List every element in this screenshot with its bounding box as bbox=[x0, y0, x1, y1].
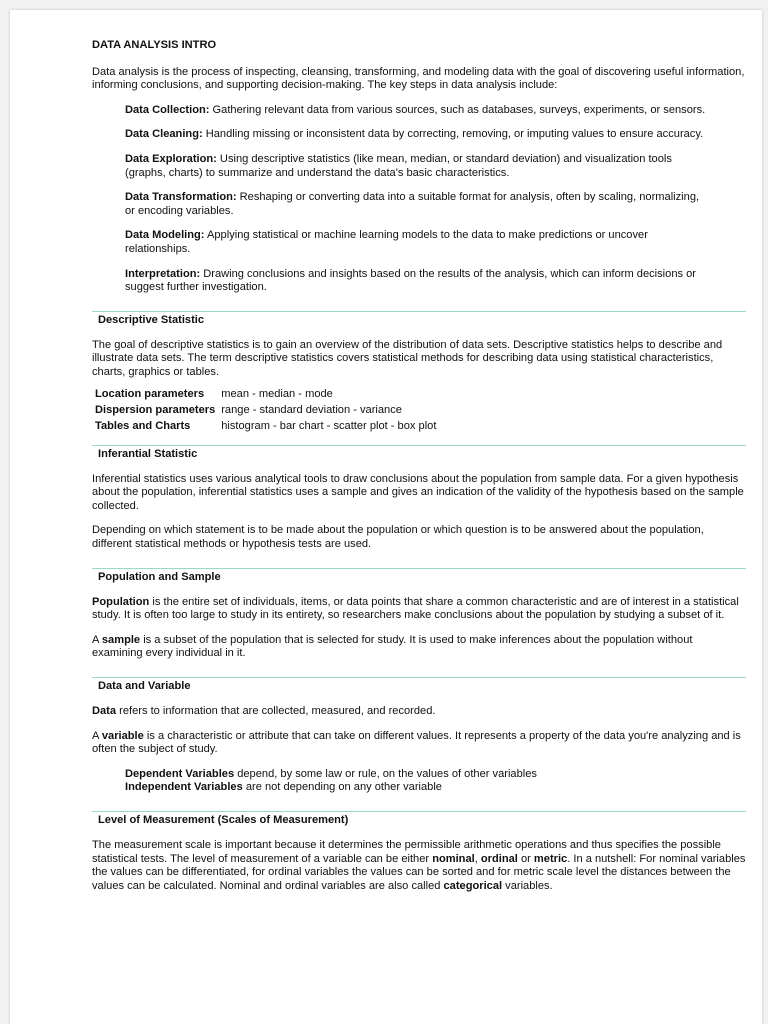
document-title: DATA ANALYSIS INTRO bbox=[92, 39, 217, 51]
param-value: range - standard deviation - variance bbox=[221, 403, 402, 416]
section-divider bbox=[92, 568, 746, 569]
variable-types bbox=[92, 768, 746, 795]
step-term: Data Transformation: bbox=[125, 191, 237, 204]
section-heading-data-variable bbox=[92, 679, 746, 693]
measurement-text: variables. bbox=[502, 879, 553, 892]
population-paragraph bbox=[92, 596, 746, 623]
dependent-term: Dependent Variables bbox=[125, 767, 235, 780]
inferential-paragraph-2: Depending on which statement is to be made about the population or which question is to be answered about the population, different statistical methods or hypothesis tests are used. bbox=[92, 524, 704, 551]
step-term: Data Exploration: bbox=[125, 152, 217, 165]
variable-text: is a characteristic or attribute that can take on different values. It represents a property of the data you're analyzing and is often the subject of study. bbox=[92, 729, 741, 756]
dependent-text: depend, by some law or rule, on the values of other variables bbox=[234, 767, 537, 780]
table-row bbox=[92, 420, 439, 436]
step-text: Reshaping or converting data into a suitable format for analysis, often by scaling, normalizing, or encoding variables. bbox=[125, 191, 700, 217]
document-content bbox=[92, 39, 746, 893]
descriptive-parameters-table bbox=[92, 388, 439, 437]
measurement-term-ordinal: ordinal bbox=[480, 852, 518, 865]
step-text: Gathering relevant data from various sources, such as databases, surveys, experiments, or sensors. bbox=[209, 103, 706, 116]
param-label: Dispersion parameters bbox=[95, 403, 216, 416]
independent-term: Independent Variables bbox=[125, 781, 243, 794]
param-value: histogram - bar chart - scatter plot - box plot bbox=[221, 420, 437, 433]
analysis-steps-list bbox=[92, 104, 746, 295]
section-heading-label: Inferantial Statistic bbox=[98, 447, 198, 460]
section-heading-population bbox=[92, 570, 746, 584]
measurement-text: . In a nutshell: For nominal variables the values can be differentiated, for ordinal variables the values can be sorted and for metric scale level the distances between the values can be calculated. Nominal and ordinal variables are also called bbox=[92, 852, 746, 892]
step-text: Drawing conclusions and insights based on the results of the analysis, which can inform decisions or suggest further investigation. bbox=[125, 267, 696, 294]
step-term: Interpretation: bbox=[125, 267, 201, 280]
list-item bbox=[125, 268, 746, 295]
table-row bbox=[92, 404, 439, 420]
variable-paragraph bbox=[92, 730, 746, 757]
param-label: Location parameters bbox=[95, 387, 205, 400]
param-label: Tables and Charts bbox=[95, 420, 191, 433]
step-text: Using descriptive statistics (like mean, median, or standard deviation) and visualization tools (graphs, charts) to summarize and understand the data's basic characteristics. bbox=[125, 152, 672, 179]
intro-paragraph: Data analysis is the process of inspecting, cleansing, transforming, and modeling data with the goal of discovering useful information, informing conclusions, and supporting decision-making. The key steps in data analysis include: bbox=[92, 65, 745, 92]
section-heading-label: Level of Measurement (Scales of Measurement) bbox=[98, 813, 349, 826]
table-row bbox=[92, 388, 439, 404]
list-item bbox=[125, 128, 746, 142]
measurement-text: or bbox=[517, 852, 534, 865]
step-term: Data Collection: bbox=[125, 103, 210, 116]
list-item bbox=[125, 153, 746, 180]
section-heading-descriptive bbox=[92, 313, 746, 327]
sample-term: sample bbox=[101, 633, 141, 646]
data-paragraph bbox=[92, 705, 746, 719]
inferential-paragraph-1: Inferential statistics uses various analytical tools to draw conclusions about the population from sample data. For a given hypothesis about the population, inferential statistics uses a sample and gives an indication of the validity of the hypothesis based on the sample collected. bbox=[92, 472, 744, 512]
independent-variables-line bbox=[125, 781, 746, 795]
section-heading-measurement bbox=[92, 813, 746, 827]
param-value: mean - median - mode bbox=[221, 387, 333, 400]
population-term: Population bbox=[92, 595, 150, 608]
document-page bbox=[10, 10, 762, 1024]
data-term: Data bbox=[92, 705, 117, 718]
list-item bbox=[125, 229, 746, 256]
section-divider bbox=[92, 811, 746, 812]
measurement-paragraph bbox=[92, 839, 746, 893]
section-divider bbox=[92, 677, 746, 678]
measurement-term-nominal: nominal bbox=[432, 852, 475, 865]
population-text: is the entire set of individuals, items, or data points that share a common characteristic and are of interest in a statistical study. It is often too large to study in its entirety, so researchers make conclusions about the population by studying a subset of it. bbox=[92, 595, 739, 622]
descriptive-paragraph: The goal of descriptive statistics is to gain an overview of the distribution of data sets. Descriptive statistics helps to describe and illustrate data sets. The term descriptive statistics covers statistical methods for describing data using statistical characteristics, charts, graphics or tables. bbox=[92, 338, 723, 378]
step-term: Data Modeling: bbox=[125, 229, 205, 242]
sample-paragraph bbox=[92, 634, 746, 661]
variable-prefix: A bbox=[92, 729, 102, 742]
section-heading-label: Data and Variable bbox=[98, 680, 191, 693]
section-heading-label: Descriptive Statistic bbox=[98, 313, 205, 326]
list-item bbox=[125, 191, 746, 218]
sample-prefix: A bbox=[92, 633, 102, 646]
measurement-text: , bbox=[474, 852, 481, 865]
independent-text: are not depending on any other variable bbox=[242, 781, 442, 794]
measurement-text: The measurement scale is important because it determines the permissible arithmetic operations and thus specifies the possible statistical tests. The level of measurement of a variable can be either bbox=[92, 838, 721, 865]
step-term: Data Cleaning: bbox=[125, 128, 203, 141]
section-heading-label: Population and Sample bbox=[98, 570, 221, 583]
data-text: refers to information that are collected, measured, and recorded. bbox=[116, 705, 436, 718]
dependent-variables-line bbox=[125, 768, 746, 782]
step-text: Applying statistical or machine learning models to the data to make predictions or uncover relationships. bbox=[125, 229, 648, 255]
section-heading-inferential bbox=[92, 447, 746, 461]
section-divider bbox=[92, 311, 746, 312]
list-item bbox=[125, 104, 746, 118]
section-divider bbox=[92, 445, 746, 446]
sample-text: is a subset of the population that is selected for study. It is used to make inferences about the population without examining every individual in it. bbox=[92, 633, 693, 660]
measurement-term-categorical: categorical bbox=[443, 879, 503, 892]
variable-term: variable bbox=[101, 729, 144, 742]
step-text: Handling missing or inconsistent data by correcting, removing, or imputing values to ensure accuracy. bbox=[202, 128, 704, 141]
measurement-term-metric: metric bbox=[533, 852, 568, 865]
